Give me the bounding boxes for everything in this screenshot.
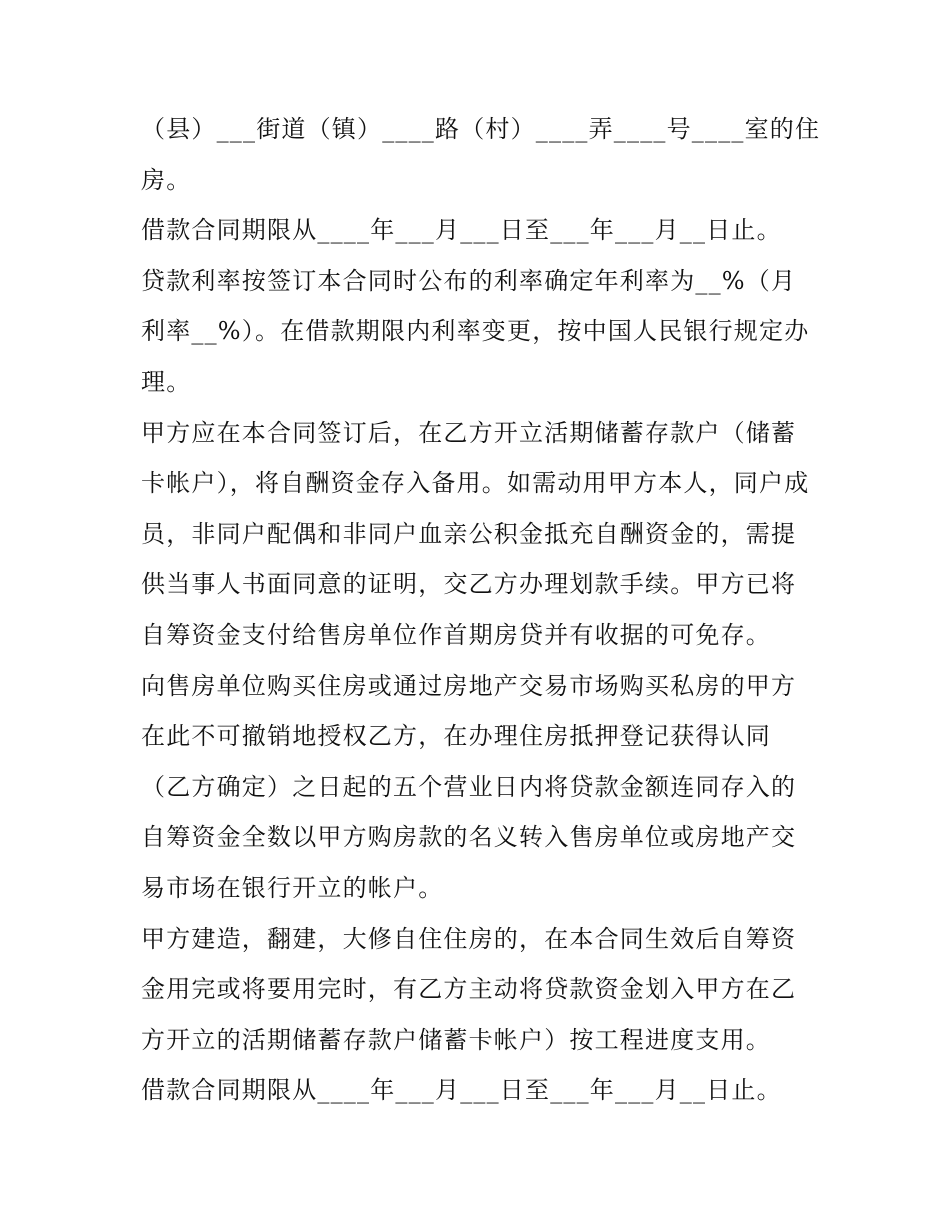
paragraph-construction: 甲方建造，翻建，大修自住住房的，在本合同生效后自筹资金用完或将要用完时，有乙方主动将贷款资金划入甲方在乙方开立的活期储蓄存款户储蓄卡帐户）按工程进度支用。 — [141, 924, 797, 1054]
paragraph-address: （县）___街道（镇）____路（村）____弄____号____室的住房。 — [141, 115, 821, 194]
paragraph-term: 借款合同期限从____年___月___日至___年___月__日止。 — [141, 216, 782, 245]
paragraph-authorization: 向售房单位购买住房或通过房地产交易市场购买私房的甲方在此不可撤销地授权乙方，在办理住房抵押登记获得认同（乙方确定）之日起的五个营业日内将贷款金额连同存入的自筹资金全数以甲方购房款的名义转入售房单位或房地产交易市场在银行开立的帐户。 — [141, 671, 797, 902]
paragraph-term-repeat: 借款合同期限从____年___月___日至___年___月__日止。 — [141, 1076, 782, 1105]
paragraph-interest-rate: 贷款利率按签订本合同时公布的利率确定年利率为__%（月利率__%）。在借款期限内利率变更，按中国人民银行规定办理。 — [141, 266, 810, 396]
document-body — [141, 104, 821, 1116]
paragraph-deposit: 甲方应在本合同签订后，在乙方开立活期储蓄存款户（储蓄卡帐户），将自酬资金存入备用。如需动用甲方本人，同户成员，非同户配偶和非同户血亲公积金抵充自酬资金的，需提供当事人书面同意的证明，交乙方办理划款手续。甲方已将自筹资金支付给售房单位作首期房贷并有收据的可免存。 — [141, 418, 810, 649]
